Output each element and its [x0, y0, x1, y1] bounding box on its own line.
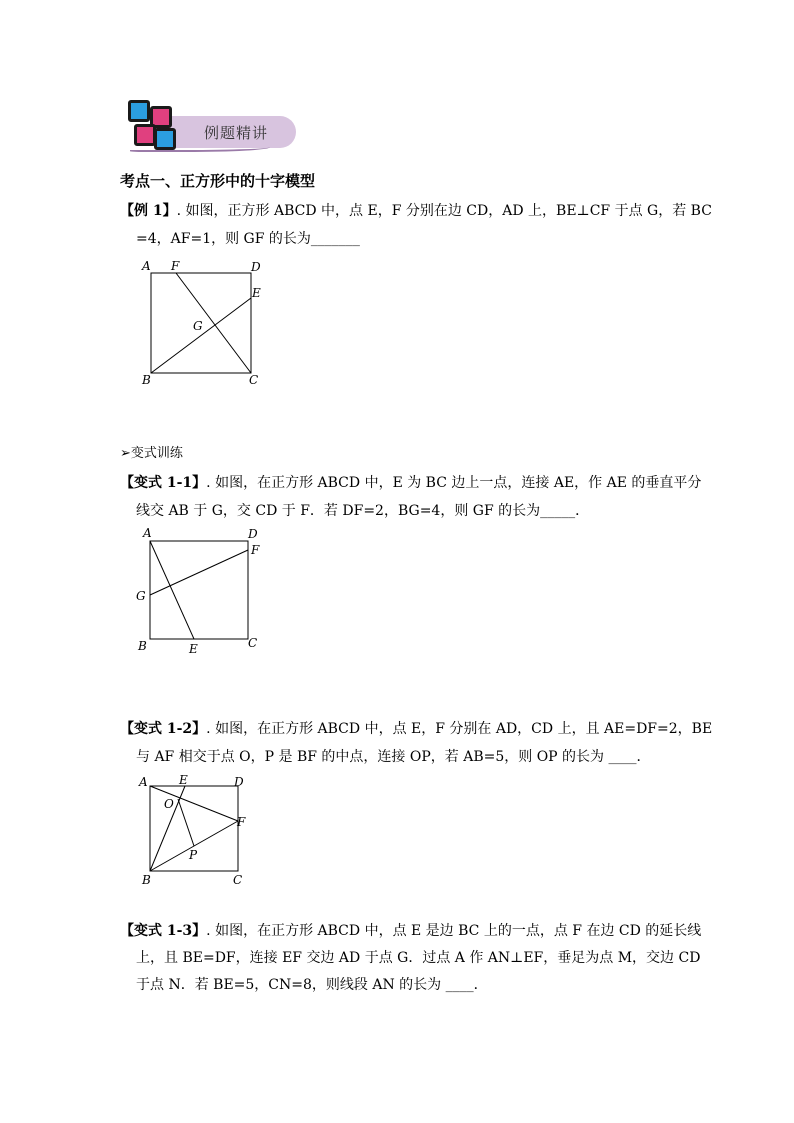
- variant12-tag: 【变式 1-2】: [120, 721, 207, 737]
- variant13-text1: . 如图，在正方形 ABCD 中，点 E 是边 BC 上的一点，点 F 在边 CD 的延长线: [206, 923, 702, 939]
- label-A: A: [143, 526, 152, 540]
- section-banner: [126, 98, 298, 154]
- square: [150, 541, 248, 639]
- variant12-line1: [120, 716, 712, 742]
- label-P: P: [189, 848, 198, 862]
- segment-AE: [150, 541, 194, 639]
- label-D: D: [248, 527, 258, 541]
- label-G: G: [136, 589, 146, 603]
- label-F: F: [237, 815, 246, 829]
- variant13-tag: 【变式 1-3】: [120, 923, 207, 939]
- label-E: E: [189, 642, 198, 656]
- segment-BE: [151, 298, 251, 373]
- logo-square-icon: [134, 124, 156, 146]
- banner-swoosh: [130, 144, 270, 152]
- label-A: A: [139, 775, 148, 789]
- label-C: C: [248, 636, 258, 650]
- example1-text1: . 如图，正方形 ABCD 中，点 E，F 分别在边 CD，AD 上，BE⊥CF 于点 G，若 BC: [176, 203, 712, 219]
- logo-square-icon: [128, 100, 150, 122]
- label-O: O: [164, 797, 174, 811]
- label-E: E: [252, 286, 261, 300]
- label-F: F: [251, 543, 260, 557]
- label-F: F: [171, 259, 180, 273]
- label-B: B: [138, 639, 147, 653]
- segment-OP: [178, 799, 194, 846]
- variant12-figure: [130, 770, 280, 890]
- variant11-line2: 线交 AB 于 G，交 CD 于 F．若 DF=2，BG=4，则 GF 的长为_____．: [136, 503, 590, 519]
- label-D: D: [234, 775, 244, 789]
- example1-line2: =4，AF=1，则 GF 的长为_______: [136, 231, 360, 247]
- topic-heading: 考点一、正方形中的十字模型: [120, 172, 316, 190]
- label-C: C: [233, 873, 243, 887]
- label-C: C: [249, 373, 259, 387]
- example1-figure: [130, 255, 280, 390]
- variant11-text1: . 如图，在正方形 ABCD 中，E 为 BC 边上一点，连接 AE，作 AE 的垂直平分: [206, 475, 702, 491]
- variant13-line3: 于点 N．若 BE=5，CN=8，则线段 AN 的长为 ____．: [136, 977, 488, 993]
- variant12-text1: . 如图，在正方形 ABCD 中，点 E，F 分别在 AD，CD 上，且 AE=DF=2，BE: [206, 721, 713, 737]
- label-A: A: [142, 259, 151, 273]
- label-B: B: [142, 873, 151, 887]
- segment-GF: [150, 550, 248, 595]
- label-E: E: [179, 773, 188, 787]
- variant11-tag: 【变式 1-1】: [120, 475, 207, 491]
- variant13-line2: 上，且 BE=DF，连接 EF 交边 AD 于点 G．过点 A 作 AN⊥EF，垂足为点 M，交边 CD: [136, 950, 701, 966]
- segment-CF: [176, 273, 251, 373]
- variant13-line1: [120, 918, 701, 944]
- variant11-line1: [120, 470, 701, 496]
- section-label: ➢变式训练: [120, 446, 183, 461]
- label-G: G: [193, 319, 203, 333]
- label-B: B: [142, 373, 151, 387]
- example1-line1: [120, 198, 712, 224]
- example1-tag: 【例 1】: [120, 203, 177, 219]
- variant11-figure: [130, 523, 280, 658]
- variant12-line2: 与 AF 相交于点 O，P 是 BF 的中点，连接 OP，若 AB=5，则 OP 的长为 ____．: [136, 749, 651, 765]
- banner-label: 例题精讲: [204, 124, 269, 142]
- label-D: D: [251, 260, 261, 274]
